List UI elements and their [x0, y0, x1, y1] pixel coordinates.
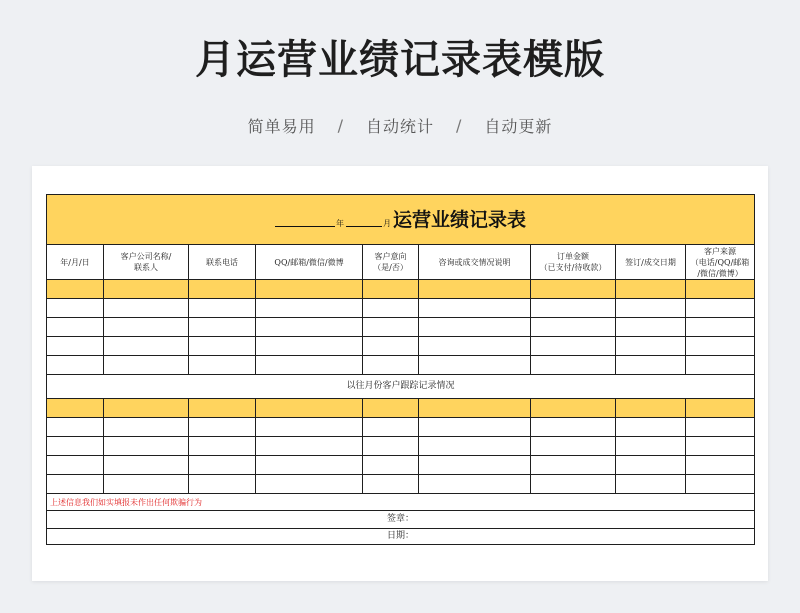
table-cell[interactable]	[256, 337, 363, 356]
table-cell[interactable]	[189, 456, 256, 475]
signature-field	[47, 511, 755, 529]
table-cell[interactable]	[104, 318, 189, 337]
feature-auto-stat: 自动统计	[365, 117, 434, 136]
table-row	[47, 280, 755, 299]
table-cell[interactable]	[616, 318, 686, 337]
table-cell[interactable]	[531, 337, 616, 356]
column-header-line: 联系电话	[206, 257, 238, 267]
column-header[interactable]	[256, 245, 363, 280]
table-cell[interactable]	[104, 337, 189, 356]
table-cell[interactable]	[686, 280, 755, 299]
column-header-line: （是/否）	[373, 263, 408, 272]
table-cell[interactable]	[531, 280, 616, 299]
table-cell[interactable]	[47, 437, 104, 456]
table-cell[interactable]	[189, 337, 256, 356]
column-header-line: 订单金额	[557, 252, 589, 261]
table-cell[interactable]	[686, 475, 755, 494]
table-cell[interactable]	[686, 456, 755, 475]
separator: /	[337, 116, 344, 135]
feature-list	[0, 114, 800, 137]
table-cell[interactable]	[419, 418, 531, 437]
feature-auto-update: 自动更新	[484, 117, 553, 136]
table-cell[interactable]	[104, 280, 189, 299]
table-cell[interactable]	[47, 418, 104, 437]
table-cell[interactable]	[189, 280, 256, 299]
declaration-note	[47, 494, 755, 511]
table-cell[interactable]	[104, 299, 189, 318]
table-cell[interactable]	[531, 356, 616, 375]
column-header-line: 签订/成交日期	[625, 257, 676, 267]
table-cell[interactable]	[531, 437, 616, 456]
table-row	[47, 318, 755, 337]
declaration-note-cell[interactable]: 上述信息我们如实填报未作出任何欺骗行为	[47, 494, 755, 511]
table-cell[interactable]	[47, 456, 104, 475]
column-header-line: （已支付/待收款）	[539, 263, 607, 272]
column-header-line: 年/月/日	[60, 257, 90, 267]
table-cell[interactable]	[363, 356, 419, 375]
table-cell[interactable]	[616, 299, 686, 318]
month-blank	[346, 226, 382, 227]
table-cell[interactable]	[363, 299, 419, 318]
table-cell[interactable]	[616, 280, 686, 299]
year-label: 年	[336, 218, 345, 228]
date-field	[47, 529, 755, 545]
table-cell[interactable]	[104, 456, 189, 475]
table-cell[interactable]	[363, 475, 419, 494]
table-row	[47, 337, 755, 356]
table-cell[interactable]	[616, 356, 686, 375]
table-cell[interactable]	[104, 418, 189, 437]
table-cell[interactable]	[47, 337, 104, 356]
table-cell[interactable]	[363, 418, 419, 437]
table-cell[interactable]	[686, 299, 755, 318]
table-cell[interactable]	[104, 399, 189, 418]
table-cell[interactable]	[531, 475, 616, 494]
table-cell[interactable]	[616, 418, 686, 437]
table-cell[interactable]	[363, 437, 419, 456]
table-cell[interactable]	[189, 437, 256, 456]
table-row	[47, 437, 755, 456]
table-cell[interactable]	[531, 299, 616, 318]
signature-field-cell[interactable]: 签章：	[47, 511, 755, 529]
page-title: 月运营业绩记录表模版	[195, 37, 605, 83]
table-cell[interactable]	[616, 437, 686, 456]
table-cell[interactable]	[419, 337, 531, 356]
table-cell[interactable]	[419, 475, 531, 494]
table-row	[47, 356, 755, 375]
table-cell[interactable]	[256, 299, 363, 318]
table-cell[interactable]	[363, 318, 419, 337]
table-row	[47, 418, 755, 437]
table-cell[interactable]	[363, 280, 419, 299]
column-header-line: /微信/微博）	[697, 268, 743, 278]
table-cell[interactable]	[419, 437, 531, 456]
column-header[interactable]	[531, 245, 616, 280]
column-header-line: QQ/邮箱/微信/微博	[274, 257, 344, 267]
table-cell[interactable]	[189, 356, 256, 375]
separator: /	[456, 116, 463, 135]
table-cell[interactable]	[686, 318, 755, 337]
table-row	[47, 299, 755, 318]
column-header-line: 联系人	[134, 263, 158, 272]
column-header-line: （电话/QQ/邮箱	[690, 257, 750, 267]
column-header[interactable]	[47, 245, 104, 280]
column-header[interactable]	[104, 245, 189, 280]
table-cell[interactable]	[531, 456, 616, 475]
table-cell[interactable]	[47, 399, 104, 418]
table-cell[interactable]	[256, 318, 363, 337]
table-cell[interactable]	[256, 475, 363, 494]
table-cell[interactable]	[363, 456, 419, 475]
table-cell[interactable]	[363, 337, 419, 356]
table-cell[interactable]	[616, 475, 686, 494]
column-header[interactable]	[363, 245, 419, 280]
table-cell[interactable]	[531, 318, 616, 337]
table-cell[interactable]	[104, 475, 189, 494]
column-header[interactable]	[616, 245, 686, 280]
column-header-line: 咨询或成交情况说明	[438, 257, 511, 267]
feature-easy: 简单易用	[247, 117, 316, 136]
column-header[interactable]	[189, 245, 256, 280]
column-header-line: 客户来源	[704, 246, 737, 256]
table-cell[interactable]	[47, 475, 104, 494]
table-cell[interactable]	[686, 399, 755, 418]
date-field-cell[interactable]: 日期：	[47, 529, 755, 545]
table-cell[interactable]	[419, 399, 531, 418]
table-cell[interactable]	[419, 280, 531, 299]
table-cell[interactable]	[686, 337, 755, 356]
table-cell[interactable]	[256, 356, 363, 375]
table-cell[interactable]	[419, 318, 531, 337]
table-cell[interactable]	[256, 280, 363, 299]
table-cell[interactable]	[189, 299, 256, 318]
table-cell[interactable]	[189, 318, 256, 337]
table-row	[47, 475, 755, 494]
table-cell[interactable]	[419, 356, 531, 375]
table-cell[interactable]	[104, 356, 189, 375]
table-cell[interactable]	[189, 399, 256, 418]
column-header[interactable]	[686, 245, 755, 280]
table-cell[interactable]	[363, 399, 419, 418]
table-cell[interactable]	[189, 475, 256, 494]
table-cell[interactable]	[189, 418, 256, 437]
table-cell[interactable]	[47, 356, 104, 375]
table-cell[interactable]	[686, 418, 755, 437]
column-header[interactable]	[419, 245, 531, 280]
column-header-line: 客户公司名称/	[120, 252, 172, 261]
table-cell[interactable]	[256, 418, 363, 437]
table-cell[interactable]	[256, 456, 363, 475]
table-cell[interactable]	[531, 418, 616, 437]
sheet-main-title: 运营业绩记录表	[393, 208, 527, 231]
table-cell[interactable]	[104, 437, 189, 456]
table-cell[interactable]	[47, 318, 104, 337]
table-cell[interactable]	[47, 299, 104, 318]
table-cell[interactable]	[686, 356, 755, 375]
table-row	[47, 399, 755, 418]
table-cell[interactable]	[256, 437, 363, 456]
table-cell[interactable]	[686, 437, 755, 456]
title-row	[47, 195, 755, 245]
table-cell[interactable]	[256, 399, 363, 418]
sheet-title[interactable]	[47, 195, 755, 245]
table-cell[interactable]	[47, 280, 104, 299]
section-label-cell[interactable]: 以往月份客户跟踪记录情况	[47, 375, 755, 399]
table-cell[interactable]	[616, 399, 686, 418]
table-cell[interactable]	[616, 337, 686, 356]
spreadsheet-preview	[32, 166, 768, 581]
table-cell[interactable]	[531, 399, 616, 418]
table-cell[interactable]	[616, 456, 686, 475]
table-row	[47, 456, 755, 475]
record-table	[46, 194, 755, 545]
table-cell[interactable]	[419, 299, 531, 318]
column-header-line: 客户意向	[374, 252, 407, 261]
header-row	[47, 245, 755, 280]
section-label	[47, 375, 755, 399]
month-label: 月	[383, 218, 392, 228]
year-blank	[275, 226, 335, 227]
table-cell[interactable]	[419, 456, 531, 475]
